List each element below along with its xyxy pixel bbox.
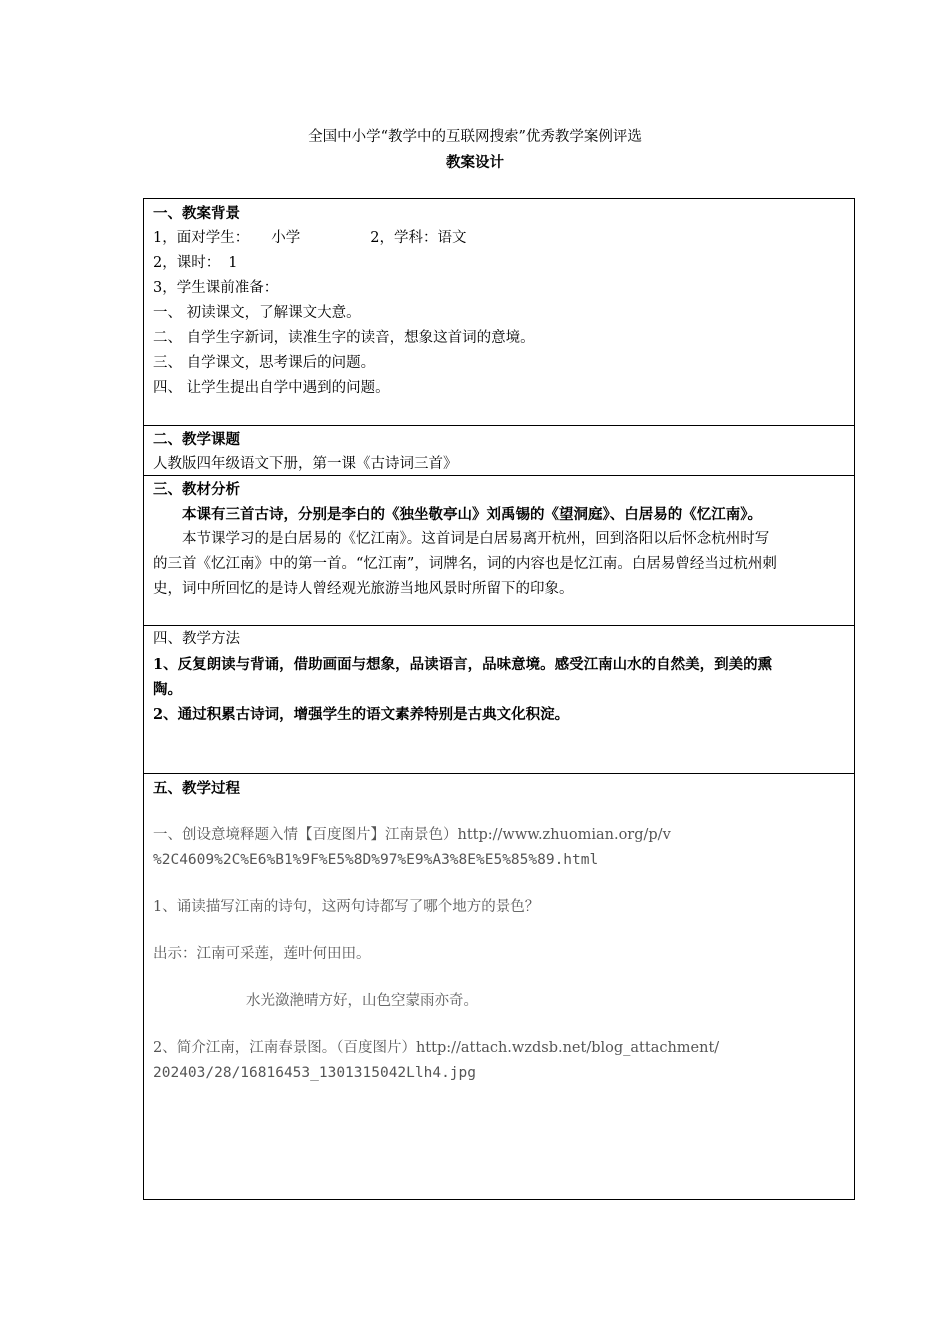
lesson-hours-line	[153, 251, 854, 276]
step-1	[153, 823, 854, 848]
analysis-paragraph-2: 本节课学习的是白居易的《忆江南》。这首词是白居易离开杭州，回到洛阳以后怀念杭州时写	[182, 531, 770, 547]
section-heading: 五、教学过程	[153, 780, 240, 797]
list-item: 四、 让学生提出自学中遇到的问题。	[153, 380, 390, 396]
step-1-text: 一、创设意境释题入情【百度图片】江南景色）http://www.zhuomian.org/p/v	[153, 827, 671, 843]
analysis-paragraph-2-end: 史，词中所回忆的是诗人曾经观光旅游当地风景时所留下的印象。	[153, 581, 574, 597]
label-students: 1，面对学生：	[153, 230, 250, 246]
question-1: 1、诵读描写江南的诗句，这两句诗都写了哪个地方的景色？	[153, 899, 540, 915]
lesson-plan-table	[143, 198, 855, 1200]
step-2: 2、简介江南，江南春景图。（百度图片）http://attach.wzdsb.net/blog_attachment/	[153, 1040, 720, 1056]
preparation-label: 3，学生课前准备：	[153, 280, 279, 296]
analysis-paragraph-2-cont: 的三首《忆江南》中的第一首。“忆江南”，词牌名，词的内容也是忆江南。白居易曾经当过杭州刺	[153, 556, 777, 572]
section-process	[144, 773, 854, 1199]
label-hours: 2，课时：	[153, 255, 221, 271]
label-subject: 2，学科：语文	[370, 230, 467, 246]
section-heading: 一、教案背景	[153, 205, 240, 222]
section-heading: 三、教材分析	[153, 481, 240, 498]
list-item: 二、 自学生字新词，读准生字的读音，想象这首词的意境。	[153, 330, 535, 346]
topic-text: 人教版四年级语文下册，第一课《古诗词三首》	[153, 456, 458, 472]
method-1: 1、反复朗读与背诵，借助画面与想象，品读语言，品味意境。感受江南山水的自然美，到美的熏	[153, 656, 773, 673]
step-1-link: %2C4609%2C%E6%B1%9F%E5%8D%97%E9%A3%8E%E5%85%89.html	[153, 852, 599, 868]
value-hours: 1	[228, 255, 238, 271]
student-subject-line	[153, 226, 854, 251]
step-2-link: 202403/28/16816453_1301315042Llh4.jpg	[153, 1065, 477, 1081]
section-analysis	[144, 475, 854, 625]
section-topic	[144, 425, 854, 475]
method-2: 2、通过积累古诗词，增强学生的语文素养特别是古典文化积淀。	[153, 706, 570, 723]
document-subtitle: 教案设计	[446, 154, 504, 171]
analysis-paragraph-1: 本课有三首古诗，分别是李白的《独坐敬亭山》刘禹锡的《望洞庭》、白居易的《忆江南》。	[182, 506, 762, 523]
list-item: 三、 自学课文，思考课后的问题。	[153, 355, 376, 371]
poem-line-2: 水光潋滟晴方好，山色空蒙雨亦奇。	[246, 993, 478, 1009]
poem-line-1: 出示：江南可采莲，莲叶何田田。	[153, 946, 371, 962]
section-background	[144, 199, 854, 425]
method-1-cont: 陶。	[153, 681, 182, 698]
value-students: 小学	[271, 230, 301, 246]
section-method	[144, 625, 854, 773]
list-item: 一、 初读课文，了解课文大意。	[153, 305, 361, 321]
document-title: 全国中小学“教学中的互联网搜索”优秀教学案例评选	[308, 129, 642, 145]
section-heading: 二、教学课题	[153, 431, 240, 448]
section-heading: 四、教学方法	[153, 631, 240, 647]
